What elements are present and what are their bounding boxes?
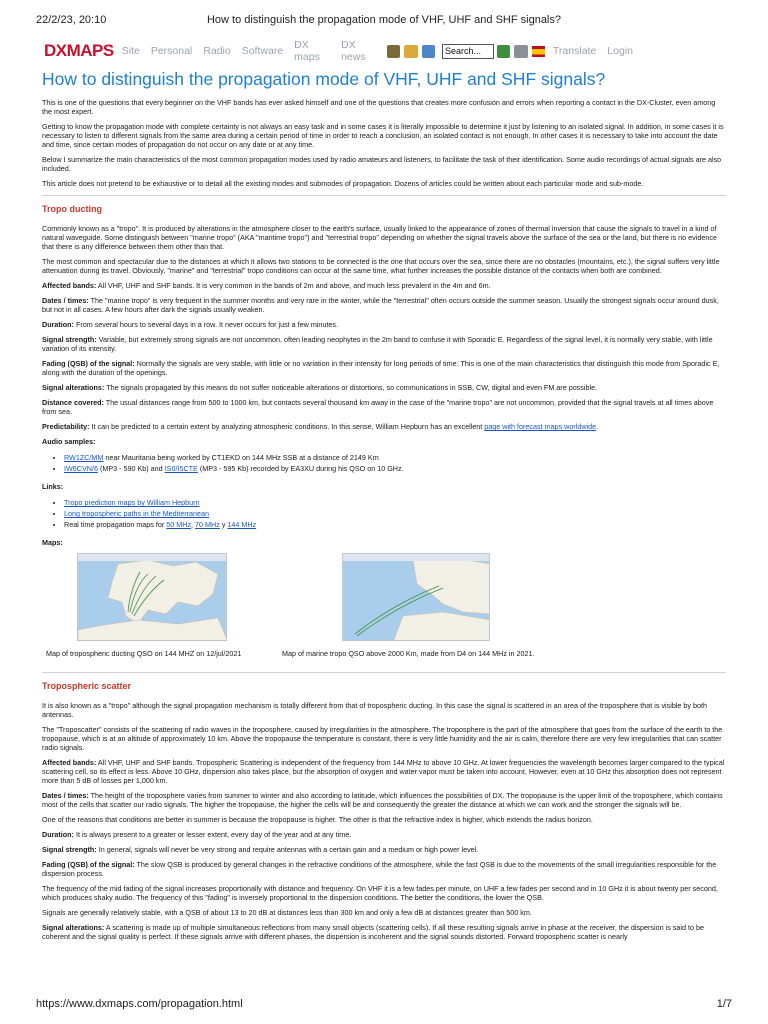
distance-covered: Distance covered: The usual distances range from 500 to 1000 km, but contacts several thousand km away in the case of the "marine tropo" are not uncommon, provided that the signal travels at all times above from sea.: [42, 398, 714, 416]
section-heading-tropo-ducting: Tropo ducting: [42, 204, 102, 214]
map-card: [282, 553, 535, 658]
nav-item-personal[interactable]: Personal: [150, 45, 193, 57]
print-url: https://www.dxmaps.com/propagation.html: [36, 998, 243, 1010]
mediterranean-paths-link[interactable]: Long tropospheric paths in the Mediterranean: [64, 509, 210, 518]
settings-icon[interactable]: [514, 45, 527, 58]
dxmaps-logo[interactable]: DXMAPS: [44, 41, 114, 60]
nav-item-dx-news[interactable]: DX news: [341, 39, 366, 63]
tropo-prediction-link[interactable]: Tropo prediction maps by William Hepburn: [64, 498, 200, 507]
field-label: Fading (QSB) of the signal:: [42, 359, 135, 368]
print-datetime: 22/2/23, 20:10: [36, 14, 107, 26]
paragraph: One of the reasons that conditions are better in summer is because the tropopause is higher. The other is that the refractive index is higher, which extends the radius horizon.: [42, 815, 593, 824]
section-divider: [42, 672, 726, 673]
dates-times: Dates / times: The "marine tropo" is very frequent in the summer months and very rare in the winter, while the "terrestrial" often occurs outside the summer season. Usually the strongest signals occur around dusk, but not in all cases. A few hours after dark the signals usually weaken.: [42, 296, 719, 314]
audio-link-iw6cvn[interactable]: IW6CVN/6: [64, 464, 98, 473]
dates-times: Dates / times: The height of the troposphere varies from summer to winter and also according to latitude, which influences the possibilities of DX. The tropopause is the upper limit of the troposphere, which contains most of the cells that scatter our radio signals. The higher the tropopause, the higher the cells will be and consequently the greater the distance at which we can work and the stronger the signals will be.: [42, 791, 723, 809]
field-label: Fading (QSB) of the signal:: [42, 860, 135, 869]
links-label: Links:: [42, 482, 64, 491]
nav-item-site[interactable]: Site: [121, 45, 140, 57]
signal-strength: Signal strength: Variable, but extremely strong signals are not uncommon, often leading neophytes in the 2m band to confuse it with Sporadic E. Regardless of the signal level, it is normally very stable, with little variation of its intensity.: [42, 335, 713, 353]
fading: Fading (QSB) of the signal: The slow QSB is produced by general changes in the refractive conditions of the atmosphere, while the fast QSB is due to the movements of the small irregularities responsible for the dispersion process.: [42, 860, 717, 878]
field-label: Dates / times:: [42, 296, 89, 305]
list-item: [64, 508, 726, 519]
forecast-maps-link[interactable]: page with forecast maps worldwide: [484, 422, 597, 431]
signal-alterations: Signal alterations: The signals propagated by this means do not suffer noticeable alterations or distortions, so communications in SSB, CW, digital and even FM are possible.: [42, 383, 598, 392]
affected-bands: Affected bands: All VHF, UHF and SHF bands. It is very common in the bands of 2m and above, and much less prevalent in the 4m and 6m.: [42, 281, 491, 290]
field-label: Affected bands:: [42, 758, 97, 767]
list-item: • RW1ZC/MM near Mauritania being worked by CT1EKD on 144 MHz SSB at a distance of 2149 Km: [64, 452, 726, 463]
paragraph: Commonly known as a "tropo". It is produced by alterations in the atmosphere closer to the earth's surface, usually linked to the appearance of zones of thermal inversion that cause the signals to travel in a kind of natural waveguide. Some distinguish between "marine tropo" (AKA "maritime tropo") and "terrestrial tropo" depending on whether the signal travels above the surface of the sea or the land, but there is no evidence that there is any difference between them other than that.: [42, 224, 717, 251]
field-label: Signal alterations:: [42, 923, 105, 932]
marine-tropo-map-image[interactable]: [342, 553, 490, 641]
map-70mhz-link[interactable]: 70 MHz: [195, 520, 220, 529]
search-input[interactable]: [442, 44, 494, 59]
signal-alterations: Signal alterations: A scattering is made up of multiple simultaneous reflections from many small objects (scattering cells). If all these resulting signals arrive in phase at the receiver, the dispersion is said to be coherent and the signal quality is perfect. If these signals arrive with different phases, the dispersion is incoherent and the signal sounds distorted. Forward tropospheric scatter is nearly: [42, 923, 704, 941]
map-caption: Map of marine tropo QSO above 2000 Km, made from D4 on 144 MHz in 2021.: [282, 649, 535, 658]
nav-item-software[interactable]: Software: [241, 45, 284, 57]
nav-item-dx-maps[interactable]: DX maps: [294, 39, 320, 63]
field-label: Distance covered:: [42, 398, 104, 407]
intro-paragraph: This article does not pretend to be exhaustive or to detail all the existing modes and submodes of propagation. Dozens of articles could be written about each particular mode and sub-mode.: [42, 179, 644, 188]
paragraph: The most common and spectacular due to the distances at which it allows two stations to be connected is the one that occurs over the sea, since there are no obstacles (mountains, etc.), the signal suffers very little attenuation during its travel. Obviously, "marine" and "terrestrial" tropo conditions can occur at the same time, what further increases the possible distance of the contacts when both are combined.: [42, 257, 720, 275]
intro-paragraph: Getting to know the propagation mode with complete certainty is not always an easy task and in some cases it is literally impossible to determine it just by listening to an isolated signal. In addition, in some cases it is necessary to listen to different signals from the same area during a certain period of time in order to reach a conclusion, an isolated contact is not enough. In other cases it is necessary to take into account the date and time, since certain modes of propagation do not occur on any date or at any time.: [42, 122, 724, 149]
paragraph: Signals are generally relatively stable, with a QSB of about 13 to 20 dB at distances less than 300 km and only a few dB at distances greater than 500 km.: [42, 908, 532, 917]
nav-item-radio[interactable]: Radio: [203, 45, 231, 57]
field-label: Signal strength:: [42, 845, 97, 854]
login-link[interactable]: Login: [607, 45, 633, 57]
field-label: Signal alterations:: [42, 383, 105, 392]
duration: Duration: It is always present to a greater or lesser extent, every day of the year and at any time.: [42, 830, 352, 839]
print-header: [36, 14, 732, 30]
print-footer: [36, 998, 732, 1012]
atlantic-map-graphic: [343, 554, 490, 641]
maps-label: Maps:: [42, 538, 63, 547]
links-list: [64, 497, 726, 530]
section-heading-tropo-scatter: Tropospheric scatter: [42, 681, 132, 691]
map-card: [46, 553, 276, 658]
field-label: Duration:: [42, 830, 74, 839]
audio-samples-list: [64, 452, 726, 474]
predictability: Predictability: It can be predicted to a certain extent by analyzing atmospheric conditions. In this sense, William Hepburn has an excellent page with forecast maps worldwide.: [42, 422, 599, 431]
map-50mhz-link[interactable]: 50 MHz: [166, 520, 192, 529]
europe-map-graphic: [78, 554, 227, 641]
audio-samples-label: Audio samples:: [42, 437, 96, 446]
page-number: 1/7: [716, 998, 732, 1010]
map-caption: Map of tropospheric ducting QSO on 144 MHZ on 12/jul/2021: [46, 649, 242, 658]
article-content: [42, 68, 726, 947]
field-label: Dates / times:: [42, 791, 89, 800]
paragraph: The "Troposcatter" consists of the scattering of radio waves in the troposphere, caused by irregularities in the atmosphere. The troposphere is the part of the atmosphere that goes from the surface of the earth to the tropopause, which is at an altitude of approximately 10 km. Above the tropopause the temperature is constant, there is very little humidity and the air is calm, therefore there are very few irregularities that can scatter radio signals.: [42, 725, 723, 752]
duration: Duration: From several hours to several days in a row. It never occurs for just a few minutes.: [42, 320, 339, 329]
list-item: • IW6CVN/6 (MP3 - 590 Kb) and IS0/I5CTE (MP3 - 595 Kb) recorded by EA3XU during his QSO on 10 GHz.: [64, 463, 726, 474]
affected-bands: Affected bands: All VHF, UHF and SHF bands. Tropospheric Scattering is independent of the frequency from 144 MHz to above 10 GHz. At lower frequencies the wavelength becomes larger compared to the typical scattering cell, so its effect is less. Above 10 GHz, dispersion also takes place, but the absorption of oxygen and water vapor must be taken into account. However, even at 10 GHz this absorption does not represent more than 5 dB of losses per 1,000 km.: [42, 758, 725, 785]
site-nav: [44, 38, 644, 64]
list-item: [64, 497, 726, 508]
field-label: Affected bands:: [42, 281, 97, 290]
paragraph: The frequency of the mid fading of the signal increases proportionally with distance and frequency. On VHF it is a few fades per minute, on UHF a few fades per second and in 10 GHz it is about twenty per second, which produces shaky audio. The frequency of this "fading" is inversely proportional to the dispersion conditions. The better the conditions, the lower the QSB.: [42, 884, 718, 902]
intro-paragraph: Below I summarize the main characteristics of the most common propagation modes used by radio amateurs and listeners, to facilitate the task of their identification. Some audio recordings of actual signals are also included.: [42, 155, 722, 173]
page-title: How to distinguish the propagation mode of VHF, UHF and SHF signals?: [42, 69, 606, 89]
field-label: Predictability:: [42, 422, 90, 431]
binoculars-icon[interactable]: [387, 45, 400, 58]
fading: Fading (QSB) of the signal: Normally the signals are very stable, with little or no variation in their intensity for long periods of time. This is one of the main characteristics that distinguish this mode from Sporadic E, along with the duration of the openings.: [42, 359, 720, 377]
field-label: Signal strength:: [42, 335, 97, 344]
globe-icon[interactable]: [497, 45, 510, 58]
tropo-qso-map-image[interactable]: [77, 553, 227, 641]
field-label: Duration:: [42, 320, 74, 329]
list-item: • Real time propagation maps for 50 MHz, 70 MHz y 144 MHz: [64, 519, 726, 530]
paragraph: It is also known as a "tropo" although the signal propagation mechanism is totally different from that of tropospheric ducting. In this case the signal is scattered in an area of the troposphere that is visible by both antennas.: [42, 701, 707, 719]
window-icon[interactable]: [422, 45, 435, 58]
audio-link-is0[interactable]: IS0/I5CTE: [164, 464, 198, 473]
map-144mhz-link[interactable]: 144 MHz: [227, 520, 257, 529]
audio-link-rw1zc[interactable]: RW1ZC/MM: [64, 453, 104, 462]
translate-link[interactable]: Translate: [552, 45, 597, 57]
section-divider: [42, 195, 726, 196]
signal-strength: Signal strength: In general, signals will never be very strong and require antennas with a certain gain and a medium or high power level.: [42, 845, 479, 854]
intro-paragraph: This is one of the questions that every beginner on the VHF bands has ever asked himself and one of the questions that creates more confusion and errors when reporting a contact in the DX-Cluster, even among the most expert.: [42, 98, 716, 116]
notepad-icon[interactable]: [404, 45, 417, 58]
print-page-title: How to distinguish the propagation mode of VHF, UHF and SHF signals?: [206, 14, 561, 26]
maps-row: [42, 553, 726, 658]
spanish-flag-icon[interactable]: [532, 46, 545, 57]
